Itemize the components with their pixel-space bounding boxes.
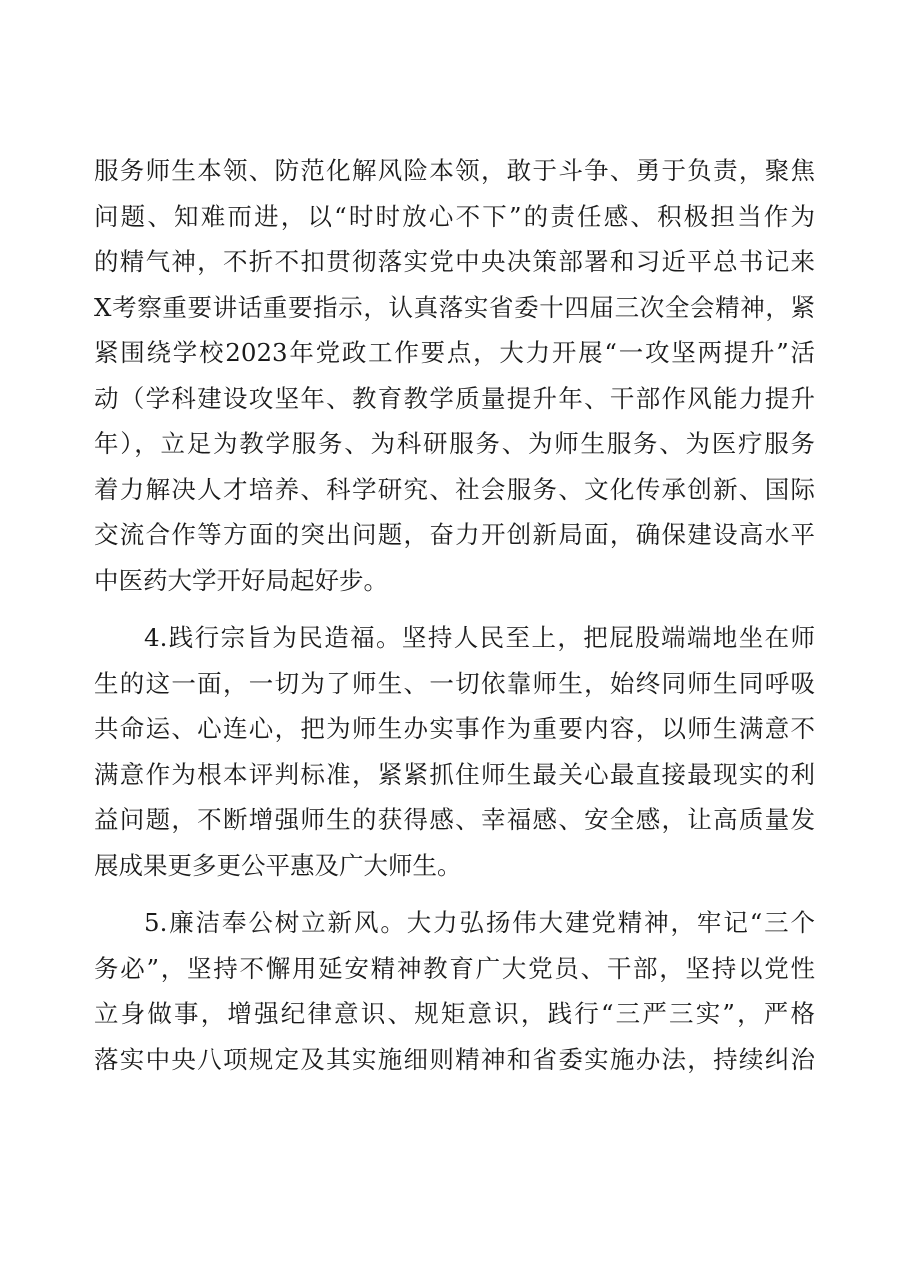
paragraph-5-first-line: 5.廉洁奉公树立新风。大力弘扬伟大建党精神，牢记“三个: [144, 908, 815, 937]
text-line: 着力解决人才培养、科学研究、社会服务、文化传承创新、国际: [94, 474, 815, 504]
text-line: 立身做事，增强纪律意识、规矩意识，践行“三严三实”，严格: [94, 999, 815, 1028]
text-line: 落实中央八项规定及其实施细则精神和省委实施办法，持续纠治: [94, 1044, 815, 1074]
text-line: 问题、知难而进，以“时时放心不下”的责任感、积极担当作为: [94, 201, 815, 231]
text-line: 展成果更多更公平惠及广大师生。: [94, 850, 462, 880]
text-line: 共命运、心连心，把为师生办实事作为重要内容，以师生满意不: [94, 714, 815, 743]
text-line: 满意作为根本评判标准，紧紧抓住师生最关心最直接最现实的利: [94, 759, 815, 789]
text-line: 益问题，不断增强师生的获得感、幸福感、安全感，让高质量发: [94, 805, 815, 834]
paragraph-4-first-line: 4.践行宗旨为民造福。坚持人民至上，把屁股端端地坐在师: [144, 623, 815, 652]
text-line: 的精气神，不折不扣贯彻落实党中央决策部署和习近平总书记来: [94, 247, 815, 276]
text-line: 服务师生本领、防范化解风险本领，敢于斗争、勇于负责，聚焦: [94, 156, 815, 185]
text-line: 年），立足为教学服务、为科研服务、为师生服务、为医疗服务: [94, 429, 815, 458]
text-line: 动（学科建设攻坚年、教育教学质量提升年、干部作风能力提升: [94, 383, 815, 413]
text-line: 中医药大学开好局起好步。: [94, 565, 388, 595]
text-line: 生的这一面，一切为了师生、一切依靠师生，始终同师生同呼吸: [94, 668, 815, 698]
text-line: X考察重要讲话重要指示，认真落实省委十四届三次全会精神，紧: [94, 292, 815, 322]
text-line: 交流合作等方面的突出问题，奋力开创新局面，确保建设高水平: [94, 520, 815, 549]
document-body: [0, 148, 909, 1082]
text-line: 紧围绕学校2023年党政工作要点，大力开展“一攻坚两提升”活: [94, 338, 815, 367]
text-line: 务必”，坚持不懈用延安精神教育广大党员、干部，坚持以党性: [94, 953, 815, 983]
